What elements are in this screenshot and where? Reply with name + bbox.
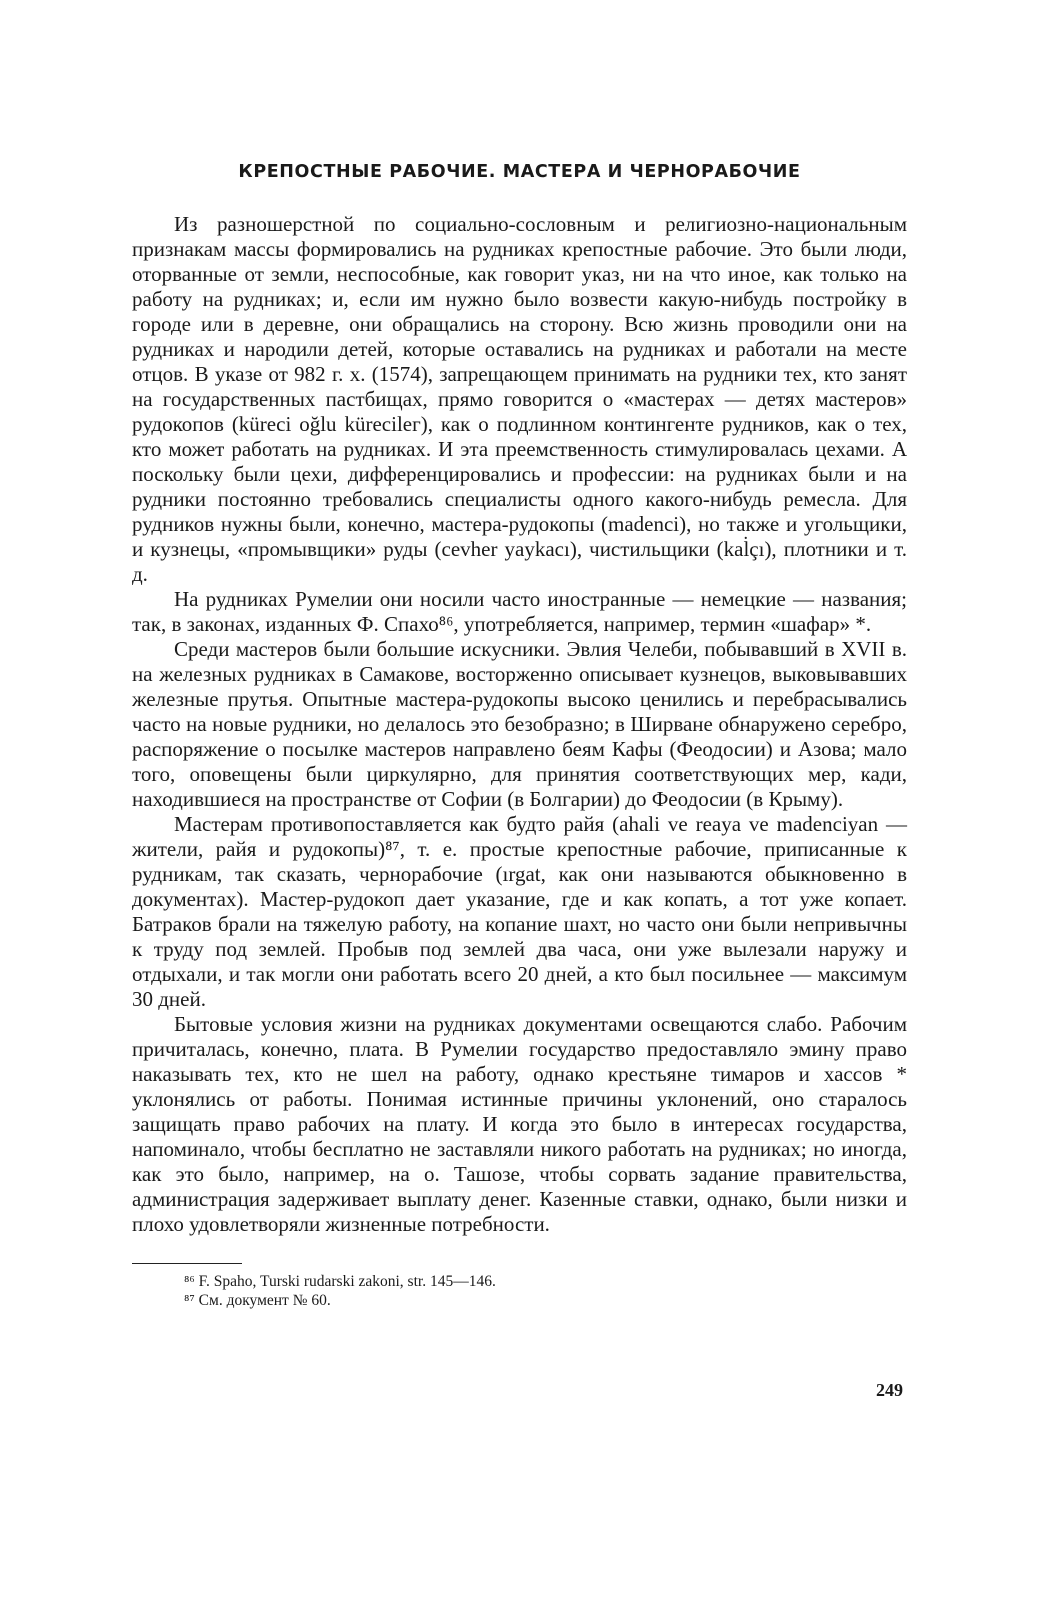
paragraph-3: Среди мастеров были большие искусники. Эвлия Челеби, побывавший в XVII в. на железных рудниках в Самакове, восторженно описывает кузнецов, выковывавших железные прутья. Опытные мастера-рудокопы высоко ценились и перебрасывались часто на новые рудники, но делалось это безобразно; в Ширване обнаружено серебро, распоряжение о посылке мастеров направлено беям Кафы (Феодосии) и Азова; мало того, оповещены были циркулярно, для принятия соответствующих мер, кади, находившиеся на пространстве от Софии (в Болгарии) до Феодосии (в Крыму). bbox=[132, 637, 907, 811]
book-page bbox=[132, 150, 907, 1310]
paragraph-4: Мастерам противопоставляется как будто райя (ahali ve reaya ve madenciyan — жители, райя и рудокопы)⁸⁷, т. е. простые крепостные рабочие, приписанные к рудникам, так сказать, чернорабочие (ırgat, как они называются обыкновенно в документах). Мастер-рудокоп дает указание, где и как копать, а тот уже копает. Батраков брали на тяжелую работу, на копание шахт, но часто они были непривычны к труду под землей. Пробыв под землей два часа, они уже вылезали наружу и отдыхали, и так могли они работать всего 20 дней, а кто был посильнее — максимум 30 дней. bbox=[132, 812, 907, 1011]
footnote-86: ⁸⁶ F. Spaho, Turski rudarski zakoni, str. 145—146. bbox=[184, 1273, 496, 1290]
footnote-87: ⁸⁷ См. документ № 60. bbox=[184, 1292, 331, 1309]
footnote-divider bbox=[132, 1263, 242, 1264]
paragraph-5: Бытовые условия жизни на рудниках документами освещаются слабо. Рабочим причиталась, конечно, плата. В Румелии государство предоставляло эмину право наказывать тех, кто не шел на работу, однако крестьяне тимаров и хассов * уклонялись от работы. Понимая истинные причины уклонений, оно старалось защищать право рабочих на плату. И когда это было в интересах государства, напоминало, чтобы бесплатно не заставляли никого работать на рудниках; но иногда, как это было, например, на о. Ташозе, чтобы сорвать задание правительства, администрация задерживает выплату денег. Казенные ставки, однако, были низки и плохо удовлетворяли жизненные потребности. bbox=[132, 1012, 907, 1236]
paragraph-2: На рудниках Румелии они носили часто иностранные — немецкие — названия; так, в законах, изданных Ф. Спахо⁸⁶, употребляется, например, термин «шафар» *. bbox=[132, 587, 907, 636]
chapter-title: КРЕПОСТНЫЕ РАБОЧИЕ. МАСТЕРА И ЧЕРНОРАБОЧИЕ bbox=[238, 162, 801, 182]
page-number: 249 bbox=[876, 1380, 903, 1400]
paragraph-1: Из разношерстной по социально-сословным и религиозно-национальным признакам массы формировались на рудниках крепостные рабочие. Это были люди, оторванные от земли, неспособные, как говорит указ, ни на что иное, как только на работу на рудниках; и, если им нужно было возвести какую-нибудь постройку в городе или в деревне, они обращались на сторону. Всю жизнь проводили они на рудниках и народили детей, которые оставались на рудниках и работали на месте отцов. В указе от 982 г. х. (1574), запрещающем принимать на рудники тех, кто занят на государственных пастбищах, прямо говорится о «мастерах — детях мастеров» рудокопов (kürеci oğlu kürecileг), как о подлинном контингенте рудников, как о тех, кто может работать на рудниках. И эта преемственность стимулировалась цехами. А поскольку были цехи, дифференцировались и профессии: на рудниках были и на рудники постоянно требовались специалисты одного какого-нибудь ремесла. Для рудников нужны были, конечно, мастера-рудокопы (madenci), но также и угольщики, и кузнецы, «промывщики» руды (cevher yaykacı), чистильщики (kal̇çı), плотники и т. д. bbox=[132, 212, 907, 586]
